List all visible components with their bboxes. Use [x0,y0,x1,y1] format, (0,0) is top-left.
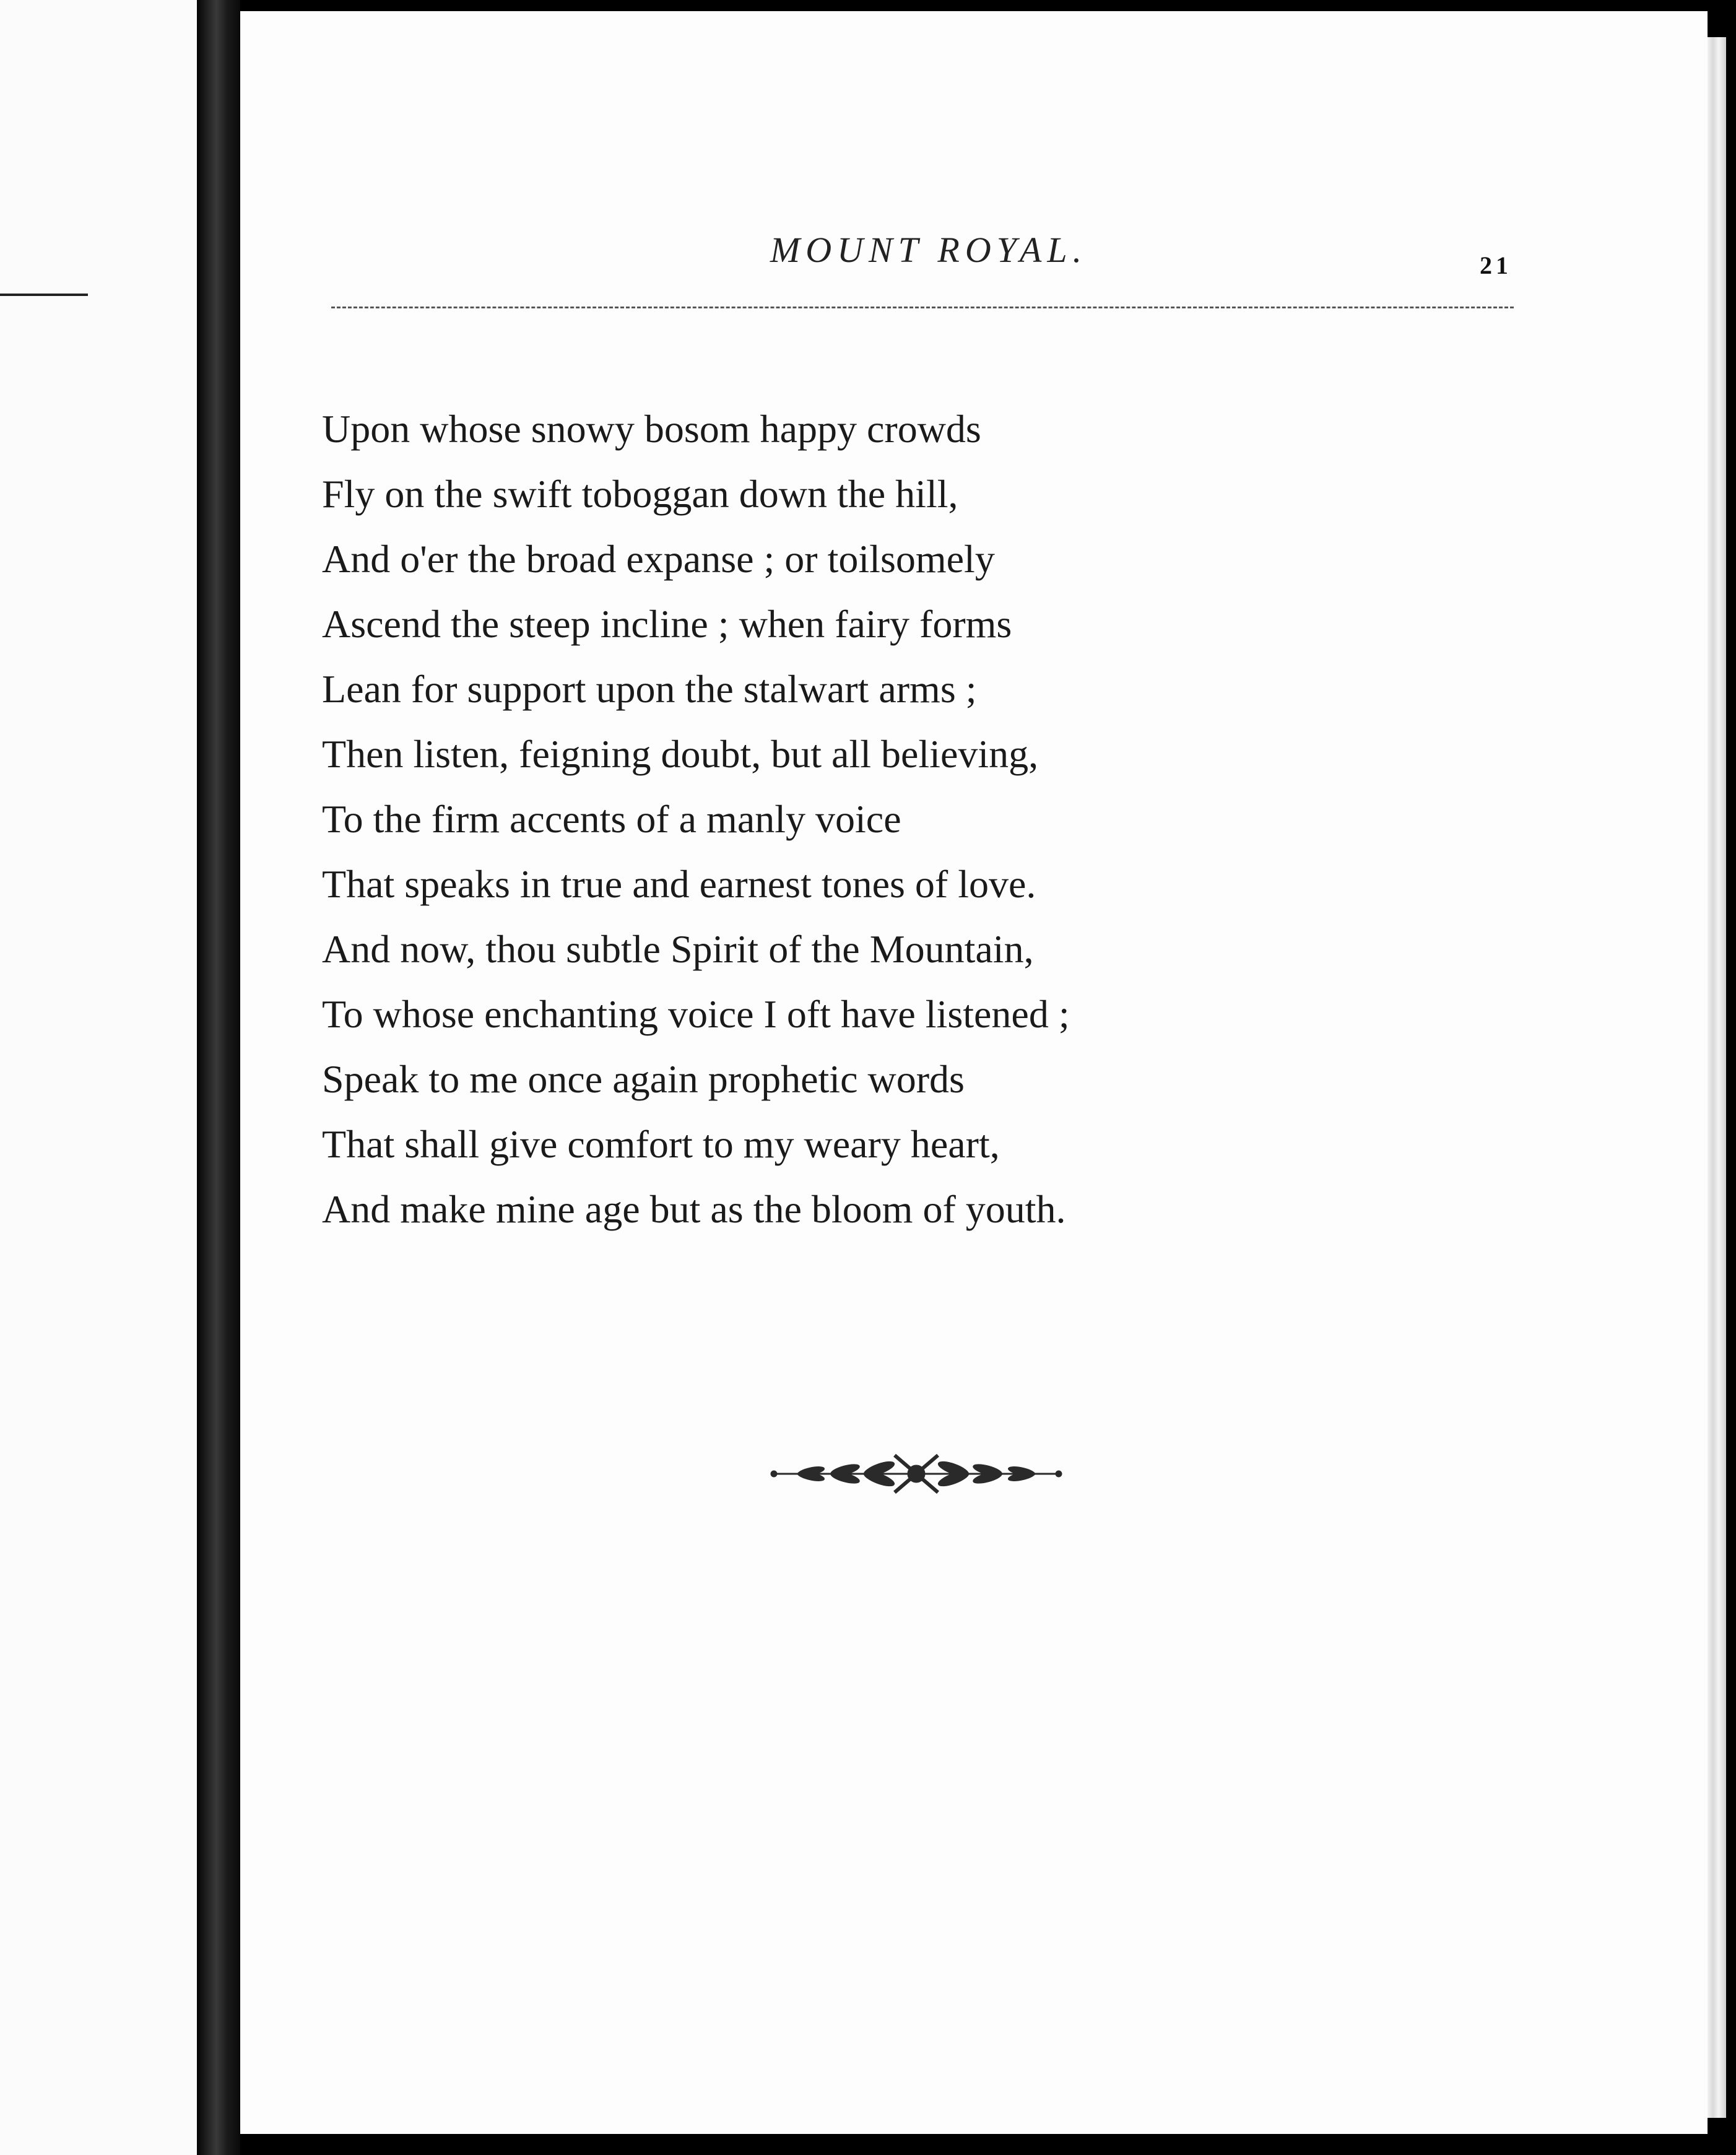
poem-line: To whose enchanting voice I oft have listened ; [322,992,1070,1036]
facing-page-rule [0,294,88,296]
header-rule [331,307,1514,308]
poem-text [322,396,1374,1242]
poem-line: And make mine age but as the bloom of youth. [322,1187,1066,1231]
facing-page-edge [0,0,197,2155]
poem-line: Lean for support upon the stalwart arms ; [322,667,977,711]
poem-line: Then listen, feigning doubt, but all believing, [322,732,1039,776]
running-title: MOUNT ROYAL. [770,230,1088,270]
poem-line: To the firm accents of a manly voice [322,797,901,841]
poem-line: Speak to me once again prophetic words [322,1057,965,1101]
page-number: 21 [1480,251,1512,279]
poem-line: That speaks in true and earnest tones of love. [322,862,1036,906]
poem-line: That shall give comfort to my weary heart, [322,1122,1000,1166]
page-fore-edge [1708,37,1726,2118]
poem-line: Upon whose snowy bosom happy crowds [322,407,981,451]
poem-line: Ascend the steep incline ; when fairy forms [322,602,1012,646]
book-gutter [197,0,240,2155]
poem-line: Fly on the swift toboggan down the hill, [322,472,958,516]
poem-line: And o'er the broad expanse ; or toilsomely [322,537,995,581]
leaf-spray-ornament-icon [768,1449,1065,1499]
poem-line: And now, thou subtle Spirit of the Mountain, [322,927,1034,971]
